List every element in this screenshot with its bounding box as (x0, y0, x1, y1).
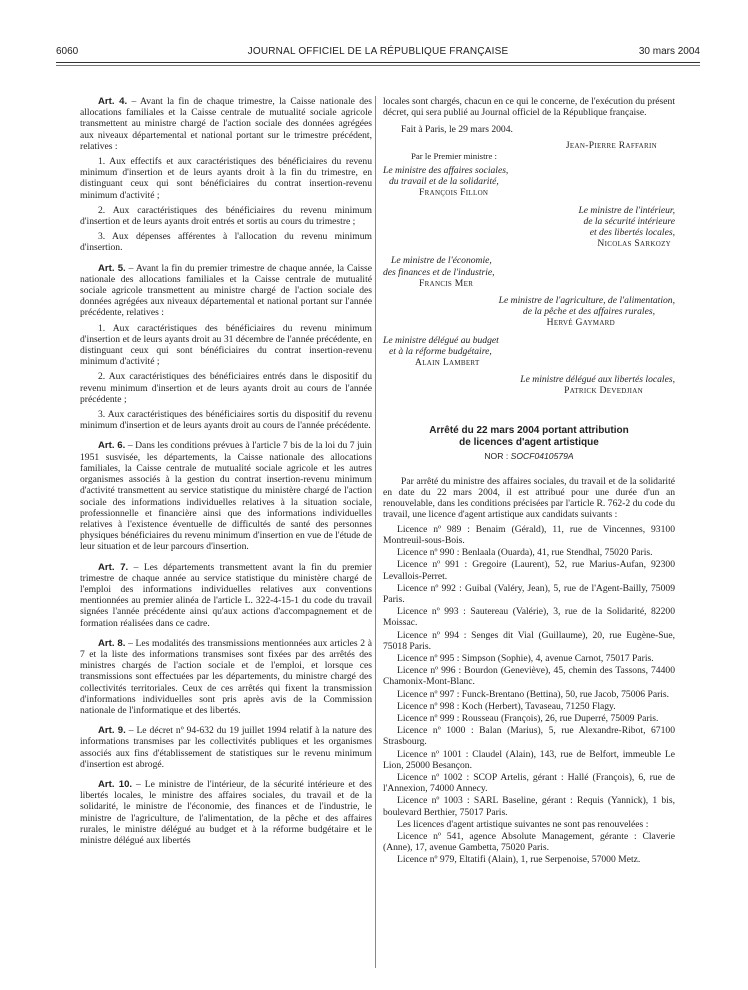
licence-item: Licence nº 990 : Benlaala (Ouarda), 41, rue Stendhal, 75020 Paris. (397, 547, 653, 559)
licence-item: Licence nº 992 : Guibal (Valéry, Jean), 5, rue de l'Agent-Bailly, 75009 Paris. (383, 582, 675, 605)
licence-item: Licence nº 989 : Benaim (Gérald), 11, rue de Vincennes, 93100 Montreuil-sous-Bois. (383, 523, 675, 546)
left-column (80, 96, 372, 846)
page-header (56, 46, 700, 60)
licence-list (383, 524, 675, 818)
right-column (383, 96, 675, 866)
article-label: Art. 6. (98, 440, 126, 452)
minister-title: Le ministre délégué au budget (383, 334, 499, 346)
licence-item: Licence nº 995 : Simpson (Sophie), 4, avenue Carnot, 75017 Paris. (397, 652, 654, 664)
article-9: Art. 9. – Le décret nº 94-632 du 19 juillet 1994 relatif à la nature des informations transmises par les collectivités publiques et les organismes associés aux fins d'établissement de statistiques sur le revenu minimum d'insertion est abrogé. (80, 725, 372, 770)
article-5: Art. 5. – Avant la fin du premier trimestre de chaque année, la Caisse nationale des allocations familiales et la Caisse centrale de mutualité sociale agricole transmettent au ministre chargé de l'action sociale des données agrégées aux niveaux départemental et national portant sur l'année précédente, relatives : (80, 262, 372, 319)
article-label: Art. 5. (98, 262, 126, 274)
prime-minister-label: Par le Premier ministre : (411, 150, 497, 161)
minister-title: de la sécurité intérieure (583, 215, 675, 227)
paragraph: 2. Aux caractéristiques des bénéficiaires du revenu minimum d'insertion et de leurs ayants droit entrés et sortis au cours du trimestre ; (80, 204, 372, 228)
minister-title: Le ministre des affaires sociales, (383, 165, 509, 177)
licence-item: Licence nº 991 : Gregoire (Laurent), 52, rue Marius-Aufan, 92300 Levallois-Perret. (383, 559, 675, 582)
article-label: Art. 8. (98, 637, 126, 649)
minister-title: et à la réforme budgétaire, (389, 345, 492, 357)
paragraph: 1. Aux effectifs et aux caractéristiques des bénéficiaires du revenu minimum d'insertion et de leurs ayants droit à la fin du trimestre, en distinguant ceux qui sont bénéficiaires du contrat insertion-revenu minimum d'activité ; (80, 156, 372, 201)
issue-date: 30 mars 2004 (638, 46, 700, 57)
minister-title: de la pêche et des affaires rurales, (522, 306, 655, 318)
minister-title: des finances et de l'industrie, (383, 266, 495, 278)
licence-item: Licence nº 996 : Bourdon (Geneviève), 45, chemin des Tassons, 74400 Chamonix-Mont-Blanc. (383, 665, 675, 688)
journal-title: JOURNAL OFFICIEL DE LA RÉPUBLIQUE FRANÇAISE (247, 46, 509, 57)
article-4: Art. 4. – Avant la fin de chaque trimestre, la Caisse nationale des allocations familiales et la Caisse centrale de mutualité sociale agricole transmettent au ministre chargé de l'action sociale des données agrégées aux niveaux départemental et national portant sur le trimestre précédent, relatives : (80, 96, 372, 152)
prime-minister-name: Jean-Pierre Raffarin (565, 139, 657, 151)
non-renewed-label: Les licences d'agent artistique suivantes ne sont pas renouvelées : (397, 818, 649, 830)
minister-name: Hervé Gaymard (546, 317, 615, 329)
paragraph: 2. Aux caractéristiques des bénéficiaires entrés dans le dispositif du revenu minimum d'insertion et de leurs ayants droit au cours de l'année précédente ; (80, 371, 372, 405)
article-label: Art. 9. (98, 725, 126, 737)
non-renewed-item: Licence nº 541, agence Absolute Management, gérante : Claverie (Anne), 17, avenue Gambetta, 75020 Paris. (383, 830, 675, 854)
article-label: Art. 7. (98, 561, 129, 573)
arrete-title: Arrêté du 22 mars 2004 portant attribution de licences d'agent artistique (429, 424, 629, 448)
licence-item: Licence nº 997 : Funck-Brentano (Bettina), 50, rue Jacob, 75006 Paris. (397, 688, 670, 700)
header-rule-thin (56, 65, 700, 66)
minister-name: Patrick Devedjian (564, 385, 643, 397)
minister-name: François Fillon (419, 187, 489, 199)
minister-title: Le ministre délégué aux libertés locales, (520, 374, 675, 386)
licence-item: Licence nº 993 : Sautereau (Valérie), 3, rue de la Solidarité, 82200 Moissac. (383, 606, 675, 629)
article-label: Art. 4. (98, 96, 128, 107)
minister-title: Le ministre de l'intérieur, (578, 204, 675, 216)
nor-reference: NOR : SOCF0410579A (484, 450, 574, 461)
paragraph: 1. Aux caractéristiques des bénéficiaires du revenu minimum d'insertion et de leurs ayants droit au 31 décembre de l'année précédente, en distinguant ceux qui sont bénéficiaires du contrat insertion-revenu minimum d'activité ; (80, 322, 372, 368)
minister-title: Le ministre de l'économie, (391, 255, 492, 267)
licence-item: Licence nº 994 : Senges dit Vial (Guillaume), 20, rue Eugène-Sue, 75018 Paris. (383, 629, 675, 652)
minister-title: du travail et de la solidarité, (389, 176, 499, 188)
page-number: 6060 (56, 46, 79, 57)
licence-item: Licence nº 1003 : SARL Baseline, gérant : Requis (Yannick), 1 bis, boulevard Berthier, 75017 Paris. (383, 795, 675, 818)
article-10: Art. 10. – Le ministre de l'intérieur, de la sécurité intérieure et des libertés locales, le ministre des affaires sociales, du travail et de la solidarité, le ministre de l'économie, des finances et de l'industrie, le ministre de l'agriculture, de l'alimentation, de la pêche et des affaires rurales, le ministre délégué au budget et à la réforme budgétaire et le ministre délégué aux libertés (80, 778, 372, 846)
licence-item: Licence nº 998 : Koch (Herbert), Tavaseau, 71250 Flagy. (397, 700, 616, 712)
minister-title: et des libertés locales, (589, 227, 675, 239)
article-7: Art. 7. – Les départements transmettent avant la fin du premier trimestre de chaque année au service statistique du ministère chargé de l'emploi des informations individuelles relatives aux conventions mentionnées au premier alinéa de l'article L. 322-4-15-1 du code du travail signées l'année précédente ainsi qu'aux actions d'accompagnement et de formation réalisées dans ce cadre. (80, 561, 372, 629)
column-separator (375, 96, 376, 968)
paragraph: 3. Aux caractéristiques des bénéficiaires sortis du dispositif du revenu minimum d'insertion et de leurs ayants droit au cours de l'année précédente. (80, 409, 372, 432)
paragraph: 3. Aux dépenses afférentes à l'allocation du revenu minimum d'insertion. (80, 231, 372, 254)
decree-continuation: locales sont chargés, chacun en ce qui le concerne, de l'exécution du présent décret, qui sera publié au Journal officiel de la République française. (383, 96, 675, 119)
non-renewed-list (383, 831, 675, 866)
licence-item: Licence nº 999 : Rousseau (François), 26, rue Duperré, 75009 Paris. (397, 712, 659, 724)
arrete-intro: Par arrêté du ministre des affaires sociales, du travail et de la solidarité en date du 22 mars 2004, il est attribué pour une durée d'un an renouvelable, dans les conditions précisées par l'article R. 762-2 du code du travail, une licence d'agent artistique aux candidats suivants : (383, 475, 675, 521)
non-renewed-item: Licence nº 979, Eltatifi (Alain), 1, rue Serpenoise, 57000 Metz. (397, 854, 641, 866)
article-8: Art. 8. – Les modalités des transmissions mentionnées aux articles 2 à 7 et la liste des informations transmises sont fixées par des arrêtés des ministres chargés de l'action sociale et de l'emploi, et lorsque ces transmissions sont effectuées par les départements, du ministre chargé des collectivités territoriales. Ceux de ces arrêtés qui fixent la transmission d'informations individuelles sont pris après avis de la Commission nationale de l'informatique et des libertés. (80, 637, 372, 716)
header-rule (56, 62, 700, 63)
minister-title: Le ministre de l'agriculture, de l'alimentation, (498, 295, 675, 307)
article-label: Art. 10. (98, 778, 133, 790)
article-6: Art. 6. – Dans les conditions prévues à l'article 7 bis de la loi du 7 juin 1951 susvisée, les départements, la Caisse nationale des allocations familiales, la Caisse centrale de mutualité sociale agricole et les autres organismes associés à la gestion du contrat insertion-revenu minimum d'activité transmettent au service statistique du ministère chargé de l'action sociale des informations individuelles relatives à la situation sociale, professionnelle et financière ainsi que des informations individuelles relatives à l'existence éventuelle de difficultés de santé des personnes physiques bénéficiaires du revenu minimum d'insertion en vue de l'étude de leur situation et de leur parcours d'insertion. (80, 440, 372, 553)
licence-item: Licence nº 1000 : Balan (Marius), 5, rue Alexandre-Ribot, 67100 Strasbourg. (383, 725, 675, 748)
minister-name: Alain Lambert (415, 357, 480, 369)
licence-item: Licence nº 1002 : SCOP Artelis, gérant : Hallé (François), 6, rue de l'Annexion, 74000 Annecy. (383, 771, 675, 795)
signing-place-date: Fait à Paris, le 29 mars 2004. (401, 124, 513, 136)
licence-item: Licence nº 1001 : Claudel (Alain), 143, rue de Belfort, immeuble Le Lion, 25000 Besançon. (383, 748, 675, 771)
minister-name: Nicolas Sarkozy (597, 238, 671, 250)
minister-name: Francis Mer (419, 277, 474, 289)
